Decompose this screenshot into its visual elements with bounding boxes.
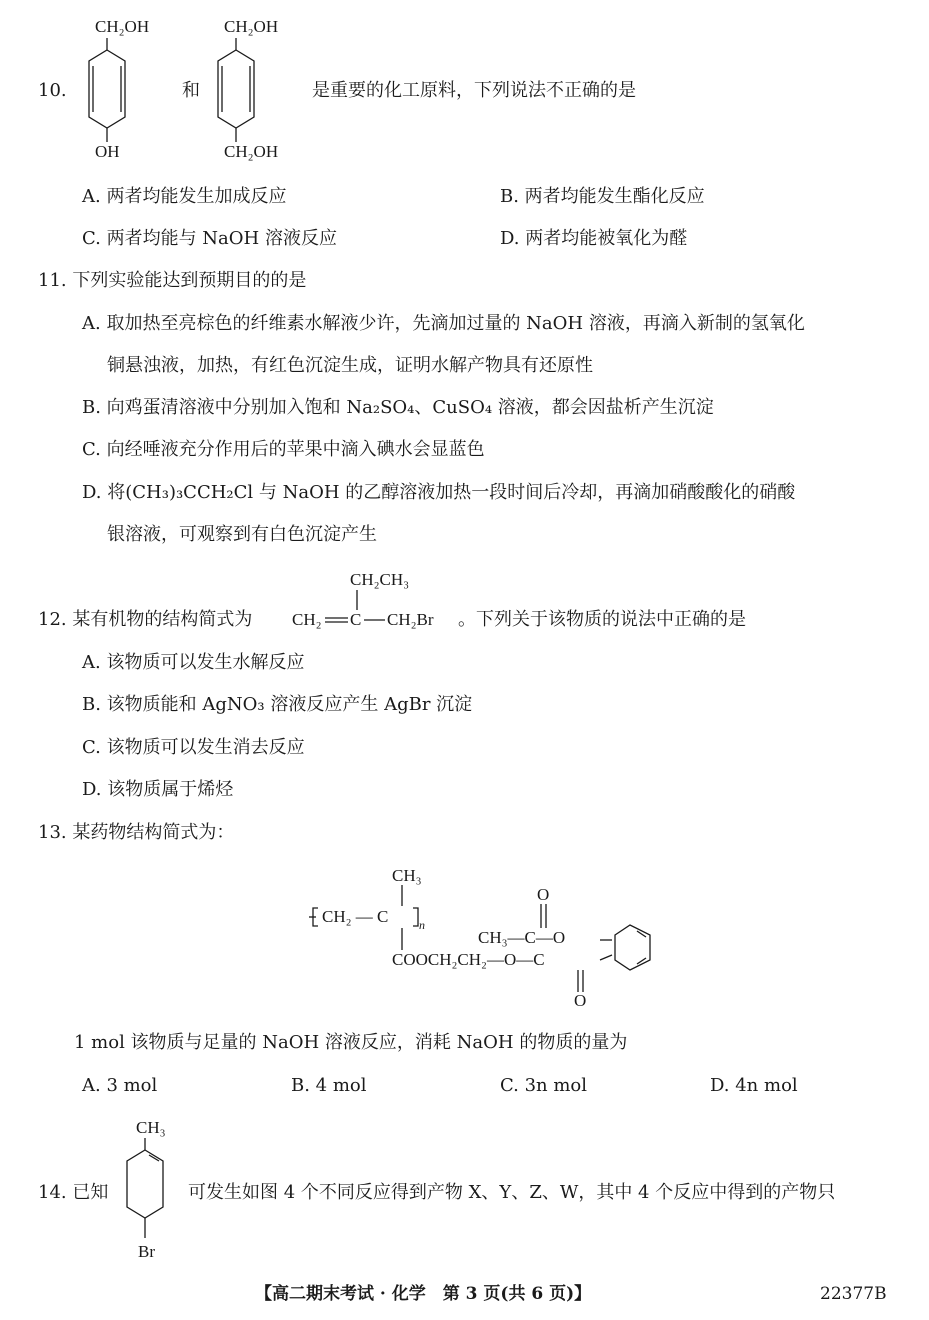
q10-mol2-ring — [218, 38, 254, 142]
q14-ch3-group: CH₃ — [136, 1118, 166, 1137]
q10-mol1-ring — [89, 38, 125, 142]
q11-option-a-line1: A. 取加热至亮棕色的纤维素水解液少许，先滴加过量的 NaOH 溶液，再滴入新制的氢氧化 — [82, 313, 805, 334]
q11-option-d-line2: 银溶液，可观察到有白色沉淀产生 — [107, 524, 377, 545]
q11-option-d-line1: D. 将(CH₃)₃CCH₂Cl 与 NaOH 的乙醇溶液加热一段时间后冷却，再滴加硝酸酸化的硝酸 — [82, 482, 796, 503]
page-footer: 【高二期末考试 · 化学 第 3 页(共 6 页)】 — [255, 1284, 592, 1304]
q13-option-a: A. 3 mol — [82, 1075, 158, 1096]
q10-mol2-bottom-group: CH₂OH — [224, 142, 279, 161]
q11-option-b: B. 向鸡蛋清溶液中分别加入饱和 Na₂SO₄、CuSO₄ 溶液，都会因盐析产生沉淀 — [82, 397, 714, 418]
q12-prefix: 12. 某有机物的结构简式为 — [38, 609, 253, 630]
q13-option-d: D. 4n mol — [710, 1075, 798, 1096]
q12-option-b: B. 该物质能和 AgNO₃ 溶液反应产生 AgBr 沉淀 — [82, 694, 473, 715]
q12-suffix: 。下列关于该物质的说法中正确的是 — [458, 609, 746, 630]
q14-br-group: Br — [138, 1242, 155, 1261]
q11-option-a-line2: 铜悬浊液，加热，有红色沉淀生成，证明水解产物具有还原性 — [107, 355, 593, 376]
q10-mol1-bottom-group: OH — [95, 142, 120, 161]
q10-number: 10. — [38, 80, 67, 101]
q13-acetyl-group: CH₃—C—O — [478, 928, 566, 947]
q10-mol2-top-group: CH₂OH — [224, 17, 279, 36]
q12-branch-group: CH₂CH₃ — [350, 570, 410, 589]
q14-ring — [127, 1138, 163, 1238]
q10-option-a: A. 两者均能发生加成反应 — [82, 186, 287, 207]
q13-stem: 13. 某药物结构简式为： — [38, 822, 235, 843]
q14-stem: 可发生如图 4 个不同反应得到产物 X、Y、Z、W，其中 4 个反应中得到的产物只 — [188, 1182, 836, 1203]
q13-question: 1 mol 该物质与足量的 NaOH 溶液反应，消耗 NaOH 的物质的量为 — [74, 1032, 628, 1053]
q12-option-a: A. 该物质可以发生水解反应 — [82, 652, 305, 673]
q13-carbonyl-o-top: O — [537, 885, 550, 904]
q13-ch3-top: CH₃ — [392, 866, 422, 885]
q13-carbonyl-o-bottom: O — [574, 991, 587, 1010]
q13-option-b: B. 4 mol — [291, 1075, 367, 1096]
q14-prefix: 14. 已知 — [38, 1182, 109, 1203]
q11-option-c: C. 向经唾液充分作用后的苹果中滴入碘水会显蓝色 — [82, 439, 485, 460]
q13-n-subscript: n — [419, 918, 425, 932]
q12-option-c: C. 该物质可以发生消去反应 — [82, 737, 305, 758]
q10-option-d: D. 两者均能被氧化为醛 — [500, 228, 688, 249]
q10-and: 和 — [182, 80, 200, 101]
q10-stem: 是重要的化工原料，下列说法不正确的是 — [312, 80, 636, 101]
q13-ester-group: COOCH₂CH₂—O—C — [392, 950, 545, 969]
q12-formula-left: CH₂ — [292, 610, 322, 629]
q10-option-b: B. 两者均能发生酯化反应 — [500, 186, 705, 207]
q12-formula-right: CH₂Br — [387, 610, 434, 629]
q13-option-c: C. 3n mol — [500, 1075, 588, 1096]
q10-mol1-top-group: CH₂OH — [95, 17, 150, 36]
q10-option-c: C. 两者均能与 NaOH 溶液反应 — [82, 228, 337, 249]
q12-option-d: D. 该物质属于烯烃 — [82, 779, 234, 800]
exam-code: 22377B — [820, 1284, 887, 1304]
q12-formula-center: C — [350, 610, 362, 629]
q11-stem: 11. 下列实验能达到预期目的的是 — [38, 270, 307, 291]
q13-polymer-chain: CH₂ — C — [322, 907, 389, 926]
